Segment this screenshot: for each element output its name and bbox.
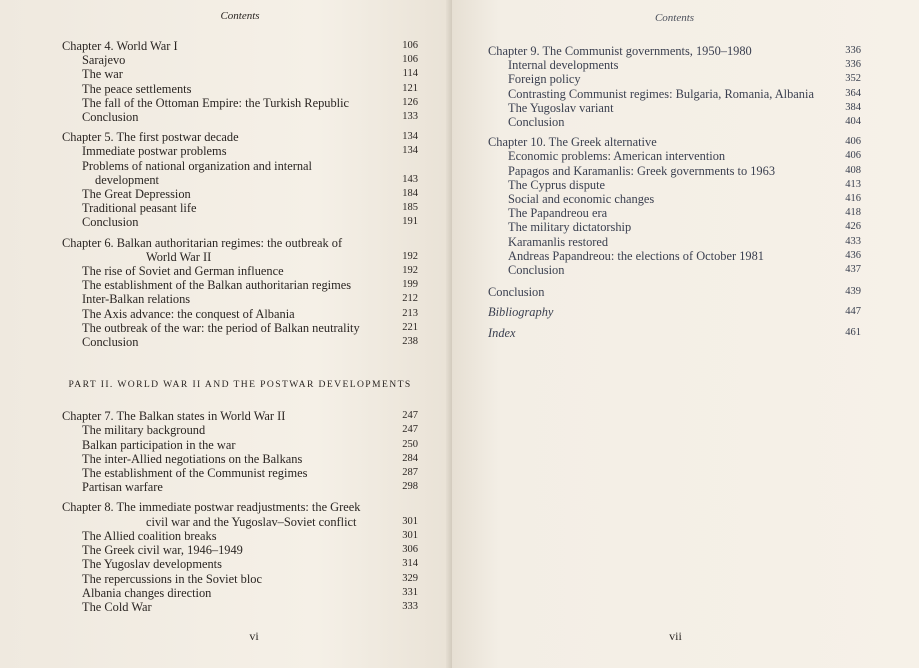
section-entry-title: The repercussions in the Soviet bloc: [82, 571, 262, 586]
chapter-heading: [62, 409, 418, 423]
section-entry-title: Social and economic changes: [508, 192, 655, 207]
section-entry: [62, 480, 418, 494]
section-entry: [488, 101, 861, 115]
back-matter-entry: [488, 326, 861, 340]
section-entry: [62, 600, 418, 614]
section-entry: [62, 110, 418, 124]
chapter-entry: [62, 130, 418, 229]
section-entry-title: Contrasting Communist regimes: Bulgaria, Romania, Albania: [508, 86, 814, 101]
section-entry: [488, 72, 861, 86]
chapter-heading: [62, 236, 418, 264]
chapter-heading-page: 192: [402, 250, 418, 262]
section-entry: [488, 206, 861, 220]
section-entry-page: 221: [402, 321, 418, 333]
section-entry: [62, 529, 418, 543]
section-entry-title: Problems of national organization and internal development: [82, 158, 312, 187]
back-matter-entry-title: Index: [488, 325, 516, 340]
section-entry-page: 433: [845, 235, 861, 247]
section-entry-page: 331: [402, 586, 418, 598]
section-entry-title: The Allied coalition breaks: [82, 528, 217, 543]
section-entry-page: 418: [845, 207, 861, 219]
section-entry: [488, 263, 861, 277]
section-entry-title: The peace settlements: [82, 81, 192, 96]
section-entry-title: Traditional peasant life: [82, 201, 197, 216]
chapter-heading: [62, 39, 418, 53]
part-heading: PART II. WORLD WAR II AND THE POSTWAR DEVELOPMENTS: [68, 379, 412, 391]
section-entry: [62, 466, 418, 480]
section-entry-title: The Cold War: [82, 599, 152, 614]
page-number-right: vii: [669, 629, 682, 643]
section-entry-page: 384: [845, 101, 861, 113]
section-entry: [62, 82, 418, 96]
section-entry: [62, 321, 418, 335]
section-entry-title: Conclusion: [82, 110, 139, 125]
section-entry: [488, 192, 861, 206]
section-entry: [62, 543, 418, 557]
section-entry-title: Foreign policy: [508, 72, 581, 87]
section-entry: [62, 452, 418, 466]
toc-chapters-top: [62, 39, 418, 349]
section-entry-title: Conclusion: [508, 115, 565, 130]
section-entry-page: 238: [402, 336, 418, 348]
section-entry-page: 284: [402, 452, 418, 464]
chapter-heading-title: Chapter 9. The Communist governments, 1950–1980: [488, 44, 752, 58]
section-entry-page: 426: [845, 221, 861, 233]
section-entry-page: 329: [402, 572, 418, 584]
section-entry-page: 336: [845, 59, 861, 71]
section-entry-page: 185: [402, 202, 418, 214]
section-entry-page: 133: [402, 111, 418, 123]
chapter-heading-page: 406: [845, 136, 861, 148]
section-entry: [62, 438, 418, 452]
section-entry-title: Sarajevo: [82, 53, 126, 68]
back-matter-entry-page: 461: [845, 326, 861, 338]
section-entry-page: 298: [402, 481, 418, 493]
section-entry-title: The military dictatorship: [508, 220, 632, 235]
section-entry: [488, 178, 861, 192]
section-entry: [62, 159, 418, 187]
section-entry-page: 114: [402, 68, 418, 80]
section-entry-title: Andreas Papandreou: the elections of October 1981: [508, 248, 764, 263]
section-entry-title: The Axis advance: the conquest of Albania: [82, 306, 295, 321]
section-entry: [62, 423, 418, 437]
running-head-right: Contents: [654, 12, 695, 24]
section-entry-title: Conclusion: [508, 263, 565, 278]
section-entry: [488, 220, 861, 234]
section-entry: [488, 87, 861, 101]
section-entry-title: The Great Depression: [82, 187, 191, 202]
section-entry-title: Immediate postwar problems: [82, 144, 227, 159]
chapter-heading-page: 336: [845, 45, 861, 56]
section-entry-title: The Cyprus dispute: [508, 177, 606, 192]
section-entry: [62, 201, 418, 215]
section-entry-title: The Yugoslav developments: [82, 557, 222, 572]
chapter-heading: [488, 44, 861, 58]
chapter-heading-title: Chapter 4. World War I: [62, 39, 178, 53]
section-entry: [62, 586, 418, 600]
toc-chapters-right: [488, 44, 861, 277]
left-page: [0, 0, 452, 668]
back-matter-entry-page: 439: [845, 286, 861, 298]
chapter-heading-title: Chapter 7. The Balkan states in World War II: [62, 409, 286, 424]
section-entry-page: 352: [845, 73, 861, 85]
back-matter-entry-title: Conclusion: [488, 285, 545, 300]
section-entry: [488, 164, 861, 178]
section-entry-title: Papagos and Karamanlis: Greek governments to 1963: [508, 163, 776, 178]
chapter-heading-title: Chapter 6. Balkan authoritarian regimes: the outbreak of World War II: [62, 235, 343, 264]
section-entry-title: The Yugoslav variant: [508, 100, 614, 115]
section-entry-page: 406: [845, 150, 861, 162]
section-entry-page: 191: [402, 216, 418, 228]
section-entry-title: Karamanlis restored: [508, 234, 609, 249]
section-entry-page: 301: [402, 529, 418, 541]
chapter-heading: [62, 500, 418, 528]
section-entry-title: The Greek civil war, 1946–1949: [82, 543, 243, 558]
section-entry-page: 250: [402, 438, 418, 450]
section-entry-page: 184: [402, 188, 418, 200]
page-number-left: vi: [249, 629, 259, 643]
section-entry: [62, 557, 418, 571]
section-entry-title: The war: [82, 67, 123, 82]
section-entry-page: 106: [402, 54, 418, 66]
section-entry-page: 126: [402, 96, 418, 108]
section-entry: [488, 115, 861, 129]
section-entry-page: 212: [402, 293, 418, 305]
section-entry-title: The inter-Allied negotiations on the Balkans: [82, 451, 303, 466]
section-entry: [62, 572, 418, 586]
back-matter-entry: [488, 305, 861, 319]
chapter-entry: [488, 44, 861, 129]
chapter-heading-page: 301: [402, 515, 418, 527]
section-entry: [62, 307, 418, 321]
section-entry: [488, 58, 861, 72]
section-entry-title: The military background: [82, 423, 206, 438]
section-entry-page: 134: [402, 145, 418, 157]
section-entry-page: 192: [402, 265, 418, 277]
section-entry-title: Inter-Balkan relations: [82, 292, 191, 307]
section-entry: [62, 67, 418, 81]
section-entry-title: Albania changes direction: [82, 585, 212, 600]
section-entry: [62, 335, 418, 349]
section-entry: [62, 96, 418, 110]
chapter-heading-title: Chapter 8. The immediate postwar readjustments: the Greek civil war and the Yugoslav–Soviet conflict: [62, 500, 361, 529]
section-entry-page: 199: [402, 279, 418, 291]
chapter-heading-page: 134: [402, 131, 418, 143]
chapter-heading: [62, 130, 418, 144]
section-entry: [62, 53, 418, 67]
section-entry-page: 143: [402, 173, 418, 185]
section-entry-page: 333: [402, 600, 418, 612]
section-entry-title: The Papandreou era: [508, 206, 608, 221]
section-entry-page: 306: [402, 544, 418, 556]
running-head-left: Contents: [220, 10, 260, 22]
back-matter-entry-page: 447: [845, 306, 861, 318]
section-entry-page: 364: [845, 87, 861, 99]
chapter-entry: [62, 39, 418, 124]
section-entry-title: The fall of the Ottoman Empire: the Turkish Republic: [82, 95, 350, 110]
section-entry: [62, 215, 418, 229]
section-entry: [488, 149, 861, 163]
section-entry-title: The outbreak of the war: the period of Balkan neutrality: [82, 320, 360, 335]
right-page: [452, 0, 919, 668]
section-entry: [488, 235, 861, 249]
section-entry-title: Conclusion: [82, 215, 139, 230]
chapter-heading-page: 106: [402, 40, 418, 51]
chapter-heading-page: 247: [402, 410, 418, 422]
chapter-entry: [62, 500, 418, 614]
section-entry: [62, 187, 418, 201]
section-entry-title: Internal developments: [508, 58, 619, 73]
section-entry-page: 213: [402, 307, 418, 319]
back-matter-entry: [488, 285, 861, 299]
section-entry-title: The establishment of the Communist regimes: [82, 466, 308, 481]
section-entry-title: The rise of Soviet and German influence: [82, 264, 284, 279]
chapter-heading: [488, 135, 861, 149]
section-entry-page: 121: [402, 82, 418, 94]
section-entry: [488, 249, 861, 263]
section-entry: [62, 278, 418, 292]
section-entry-page: 247: [402, 424, 418, 436]
chapter-entry: [62, 236, 418, 350]
section-entry-page: 408: [845, 164, 861, 176]
section-entry-page: 287: [402, 467, 418, 479]
section-entry-title: Conclusion: [82, 335, 139, 350]
section-entry-page: 404: [845, 116, 861, 128]
section-entry: [62, 292, 418, 306]
section-entry-title: Balkan participation in the war: [82, 437, 236, 452]
section-entry-title: The establishment of the Balkan authoritarian regimes: [82, 278, 352, 293]
section-entry-title: Partisan warfare: [82, 480, 163, 495]
section-entry-page: 416: [845, 193, 861, 205]
back-matter-entry-title: Bibliography: [488, 305, 554, 320]
chapter-heading-title: Chapter 5. The first postwar decade: [62, 130, 239, 145]
chapter-entry: [488, 135, 861, 277]
section-entry: [62, 264, 418, 278]
chapter-entry: [62, 409, 418, 494]
section-entry-page: 314: [402, 558, 418, 570]
section-entry-page: 413: [845, 178, 861, 190]
section-entry: [62, 144, 418, 158]
section-entry-title: Economic problems: American intervention: [508, 149, 726, 164]
section-entry-page: 436: [845, 249, 861, 261]
toc-chapters-bottom: [62, 409, 418, 614]
section-entry-page: 437: [845, 264, 861, 276]
back-matter: [488, 285, 861, 340]
chapter-heading-title: Chapter 10. The Greek alternative: [488, 135, 657, 150]
